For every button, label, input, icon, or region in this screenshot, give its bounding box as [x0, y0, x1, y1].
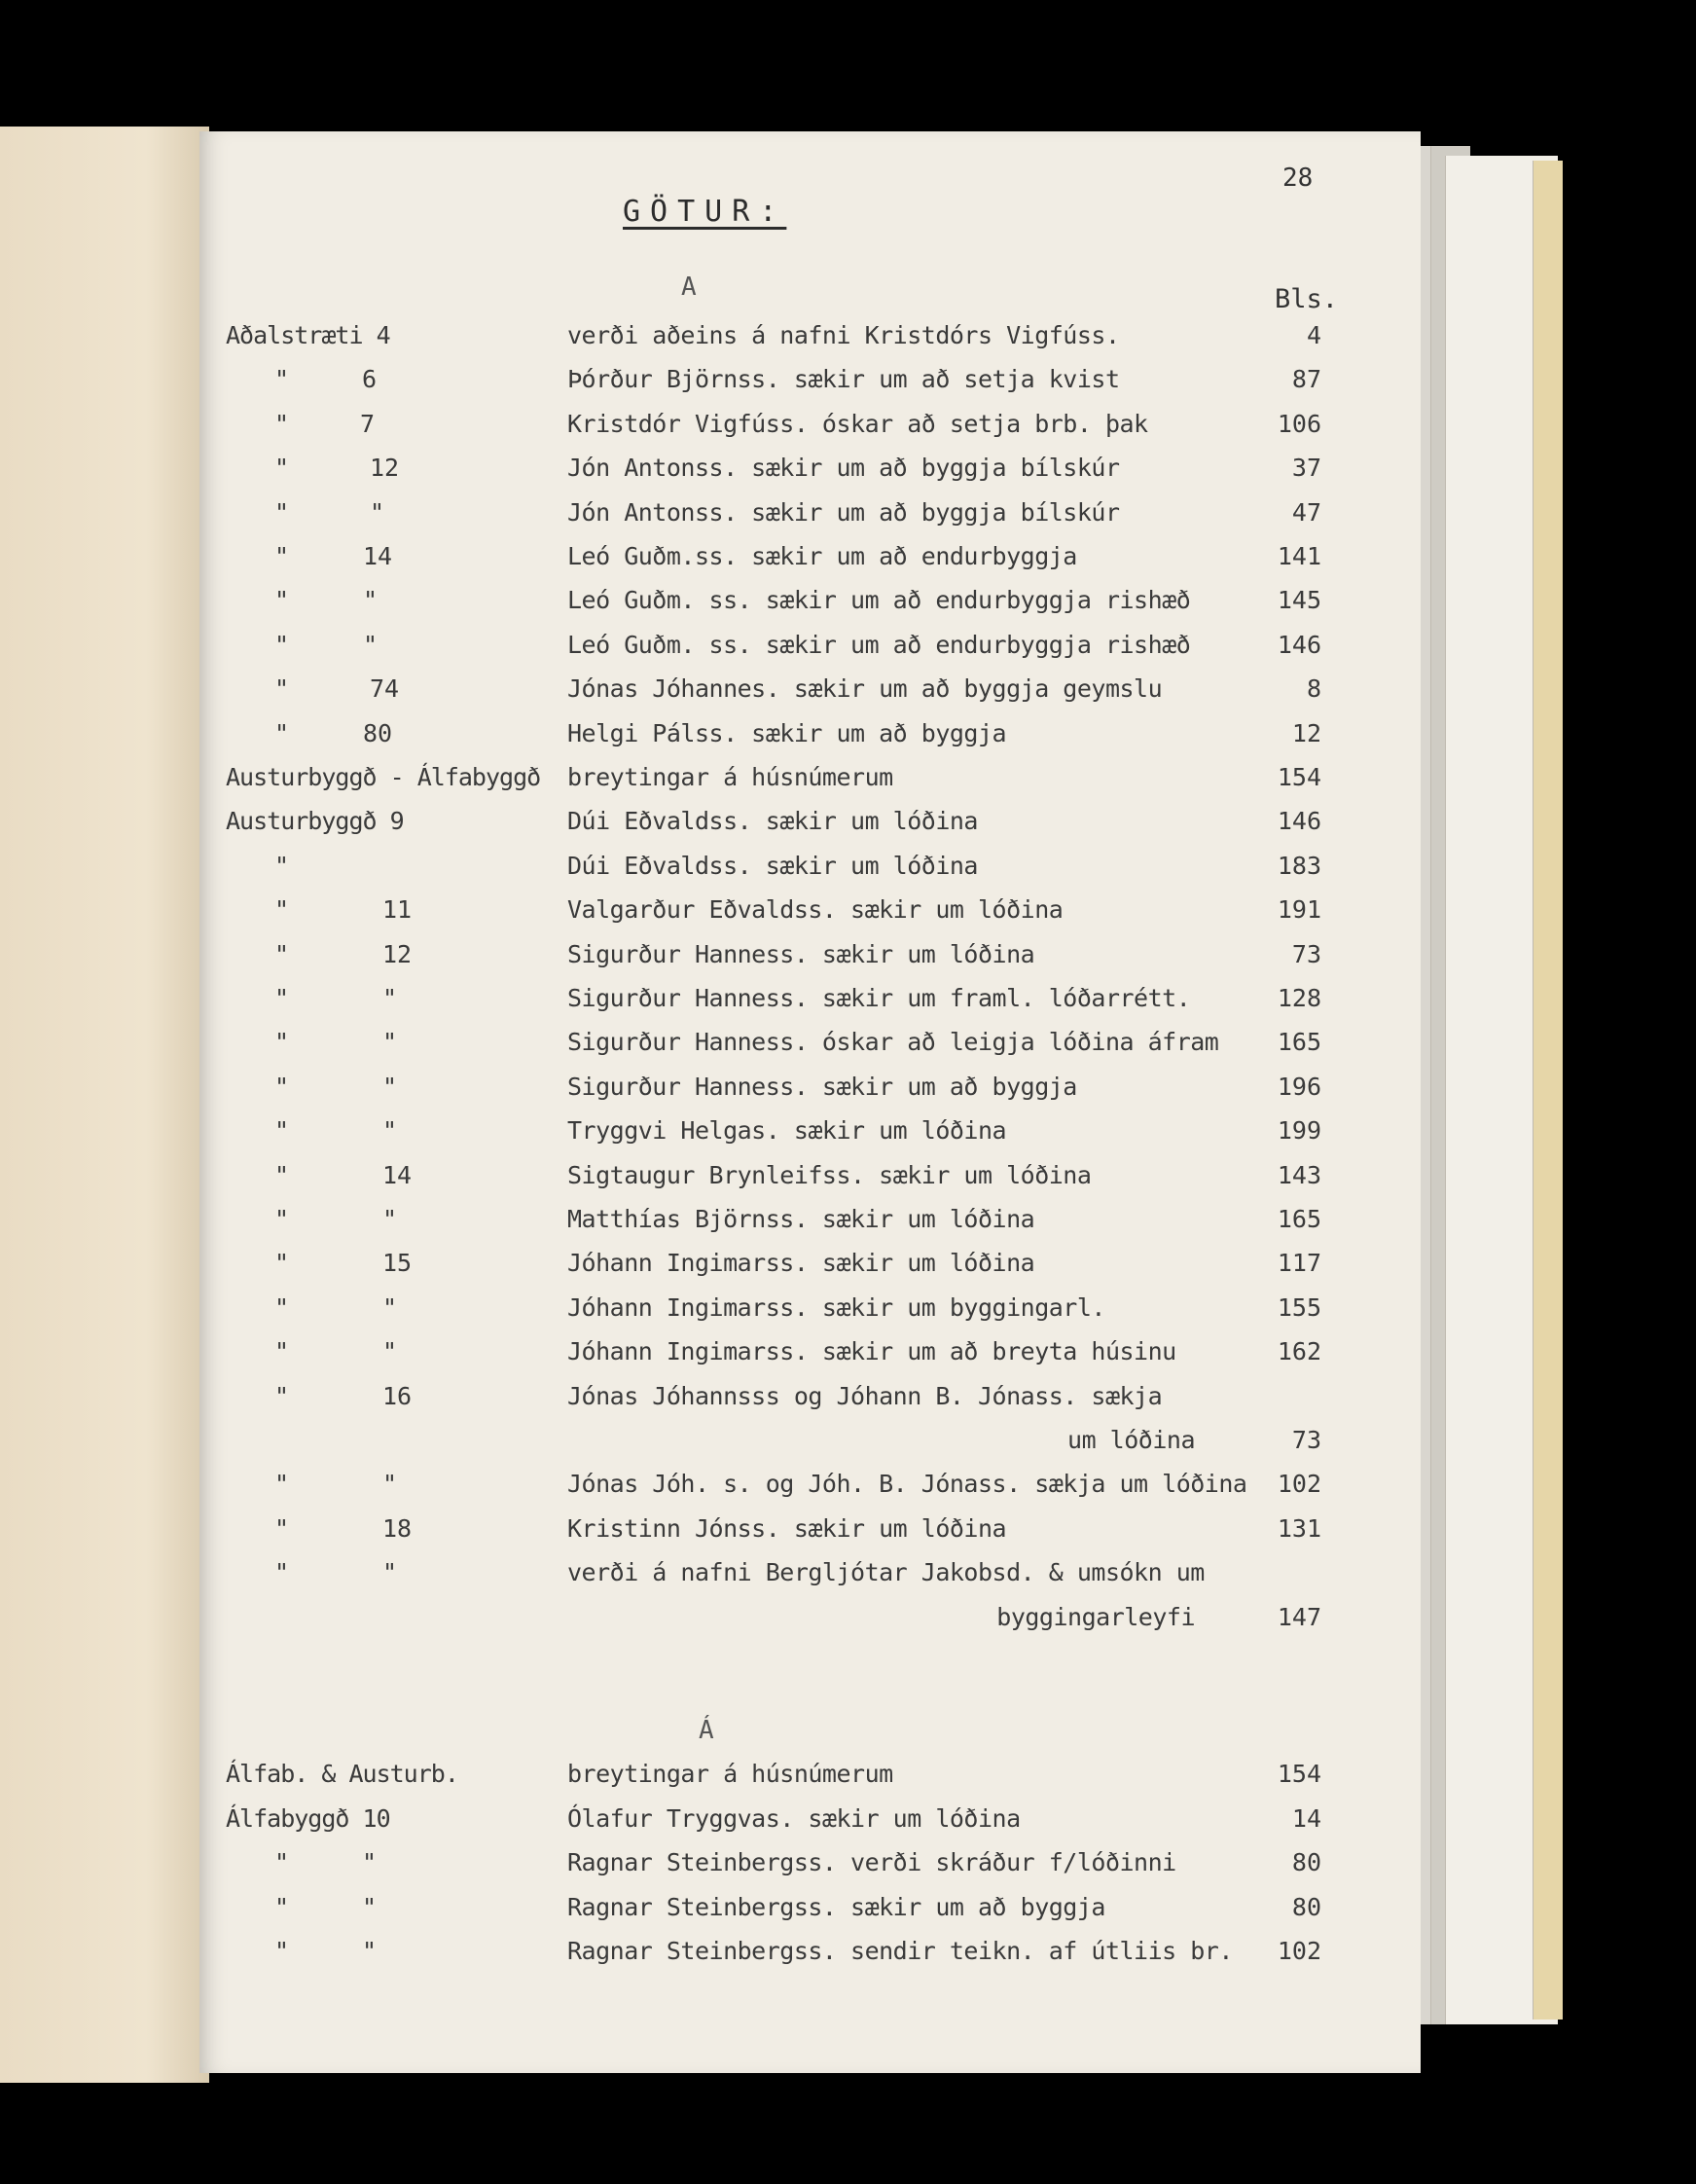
street-name: "	[274, 454, 289, 483]
page-reference: 141	[1277, 542, 1321, 570]
page-reference: 102	[1277, 1937, 1321, 1965]
page-reference: 73	[1291, 1426, 1321, 1454]
house-number: 18	[382, 1513, 413, 1543]
page-title: GÖTUR:	[623, 195, 787, 229]
street-name: "	[274, 1028, 289, 1057]
index-row	[0, 1760, 1696, 1802]
street-name: "	[274, 586, 289, 615]
entry-description: um lóðina	[1067, 1426, 1195, 1454]
entry-description: Jón Antonss. sækir um að byggja bílskúr	[567, 454, 1120, 483]
page-reference: 165	[1277, 1205, 1321, 1233]
page-reference: 117	[1277, 1249, 1321, 1278]
entry-description: Ragnar Steinbergss. sendir teikn. af útliis br.	[567, 1937, 1233, 1965]
entry-description: Kristinn Jónss. sækir um lóðina	[567, 1513, 1007, 1543]
street-name: "	[274, 630, 289, 659]
street-name: Aðalstræti 4	[226, 321, 390, 349]
page-reference: 8	[1306, 674, 1321, 704]
house-number: "	[362, 1848, 378, 1876]
entry-description: breytingar á húsnúmerum	[567, 763, 893, 791]
entry-description: Helgi Pálss. sækir um að byggja	[567, 718, 1007, 747]
street-name: "	[274, 1558, 289, 1587]
street-name: "	[274, 542, 289, 570]
index-row	[0, 1470, 1696, 1512]
index-row	[0, 1937, 1696, 1980]
page-reference: 165	[1277, 1028, 1321, 1057]
page-reference: 183	[1277, 851, 1321, 880]
street-name: "	[274, 1470, 289, 1499]
page-reference: 155	[1277, 1292, 1321, 1322]
house-number: 12	[382, 939, 413, 968]
street-name: Álfabyggð 10	[226, 1803, 390, 1833]
index-row	[0, 940, 1696, 983]
entry-description: Þórður Björnss. sækir um að setja kvist	[567, 365, 1120, 394]
house-number: "	[363, 630, 379, 659]
page-number: 28	[1282, 164, 1314, 193]
index-row	[0, 410, 1696, 453]
house-number: 14	[382, 1160, 413, 1189]
page-reference: 4	[1306, 321, 1321, 349]
street-name: Álfab. & Austurb.	[226, 1760, 458, 1788]
street-name: "	[274, 365, 289, 394]
entry-description: verði á nafni Bergljótar Jakobsd. & umsókn um	[567, 1558, 1205, 1587]
index-row	[0, 807, 1696, 850]
page-reference: 37	[1291, 454, 1321, 483]
house-number: "	[382, 1470, 398, 1499]
entry-description: Ragnar Steinbergss. sækir um að byggja	[567, 1892, 1105, 1921]
entry-description: Tryggvi Helgas. sækir um lóðina	[567, 1116, 1007, 1146]
index-row	[0, 763, 1696, 806]
index-row	[0, 321, 1696, 364]
index-row	[0, 1426, 1696, 1469]
house-number: "	[382, 1072, 398, 1101]
page-reference: 196	[1277, 1072, 1321, 1101]
page-reference: 106	[1277, 409, 1321, 438]
street-name: "	[274, 939, 289, 968]
index-row	[0, 454, 1696, 496]
entry-description: Ólafur Tryggvas. sækir um lóðina	[567, 1803, 1021, 1833]
street-name: "	[274, 1205, 289, 1233]
index-row	[0, 1028, 1696, 1071]
index-row	[0, 895, 1696, 938]
index-row	[0, 1848, 1696, 1891]
entry-description: Sigurður Hanness. sækir um framl. lóðarrétt.	[567, 984, 1191, 1012]
house-number: 15	[382, 1249, 413, 1278]
entry-description: Jón Antonss. sækir um að byggja bílskúr	[567, 497, 1120, 527]
page-reference: 145	[1277, 586, 1321, 615]
entry-description: Jóhann Ingimarss. sækir um byggingarl.	[567, 1292, 1105, 1322]
house-number: 80	[363, 718, 393, 747]
index-row	[0, 365, 1696, 408]
page-reference: 191	[1277, 895, 1321, 925]
page-reference: 128	[1277, 984, 1321, 1012]
index-row	[0, 1249, 1696, 1292]
page-reference: 146	[1277, 807, 1321, 836]
page-reference: 87	[1291, 365, 1321, 394]
house-number: 12	[370, 454, 400, 483]
entry-description: verði aðeins á nafni Kristdórs Vigfúss.	[567, 321, 1120, 349]
index-row	[0, 1205, 1696, 1248]
house-number: 6	[362, 365, 378, 394]
street-name: "	[274, 1937, 289, 1965]
page-reference: 154	[1277, 763, 1321, 791]
street-name: "	[274, 718, 289, 747]
street-name: "	[274, 497, 289, 527]
column-header-bls: Bls.	[1275, 284, 1339, 314]
street-name: "	[274, 1892, 289, 1921]
street-name: Austurbyggð 9	[226, 807, 404, 836]
index-row	[0, 1293, 1696, 1336]
index-row	[0, 542, 1696, 585]
street-name: "	[274, 674, 289, 704]
house-number: "	[382, 1116, 398, 1146]
street-name: "	[274, 1116, 289, 1146]
section-letter: A	[681, 273, 697, 302]
street-name: "	[274, 1381, 289, 1410]
house-number: "	[382, 1028, 398, 1057]
index-row	[0, 1893, 1696, 1936]
house-number: "	[382, 1205, 398, 1233]
index-row	[0, 498, 1696, 541]
page-reference: 14	[1291, 1803, 1321, 1833]
entry-description: Valgarður Eðvaldss. sækir um lóðina	[567, 895, 1064, 925]
page-reference: 199	[1277, 1116, 1321, 1146]
entry-description: Dúi Eðvaldss. sækir um lóðina	[567, 807, 978, 836]
entry-description: Jónas Jóh. s. og Jóh. B. Jónass. sækja um lóðina	[567, 1470, 1247, 1499]
page-reference: 147	[1277, 1602, 1321, 1631]
house-number: "	[370, 497, 385, 527]
entry-description: Leó Guðm.ss. sækir um að endurbyggja	[567, 542, 1077, 570]
house-number: "	[382, 1558, 398, 1587]
entry-description: byggingarleyfi	[996, 1602, 1195, 1631]
entry-description: Sigtaugur Brynleifss. sækir um lóðina	[567, 1160, 1092, 1189]
index-row	[0, 1804, 1696, 1847]
entry-description: Jóhann Ingimarss. sækir um að breyta húsinu	[567, 1337, 1176, 1366]
house-number: "	[363, 586, 379, 615]
entry-description: Sigurður Hanness. sækir um að byggja	[567, 1072, 1077, 1101]
house-number: 14	[363, 542, 393, 570]
page-reference: 80	[1291, 1892, 1321, 1921]
street-name: Austurbyggð - Álfabyggð	[226, 763, 541, 791]
index-row	[0, 1558, 1696, 1601]
page-reference: 47	[1291, 497, 1321, 527]
house-number: "	[362, 1937, 378, 1965]
index-row	[0, 1514, 1696, 1557]
page-reference: 154	[1277, 1760, 1321, 1788]
entry-description: Ragnar Steinbergss. verði skráður f/lóðinni	[567, 1848, 1176, 1876]
section-letter: Á	[699, 1716, 714, 1745]
entry-description: Matthías Björnss. sækir um lóðina	[567, 1205, 1035, 1233]
street-name: "	[274, 1072, 289, 1101]
street-name: "	[274, 1292, 289, 1322]
street-name: "	[274, 895, 289, 925]
street-name: "	[274, 1337, 289, 1366]
house-number: "	[382, 1337, 398, 1366]
entry-description: Dúi Eðvaldss. sækir um lóðina	[567, 851, 978, 880]
index-row	[0, 984, 1696, 1027]
entry-description: Sigurður Hanness. óskar að leigja lóðina áfram	[567, 1028, 1219, 1057]
index-row	[0, 1382, 1696, 1425]
page-reference: 162	[1277, 1337, 1321, 1366]
street-name: "	[274, 1249, 289, 1278]
page-reference: 102	[1277, 1470, 1321, 1499]
index-row	[0, 1337, 1696, 1380]
entry-description: Kristdór Vigfúss. óskar að setja brb. þak	[567, 409, 1148, 438]
entry-description: Jónas Jóhannsss og Jóhann B. Jónass. sækja	[567, 1381, 1163, 1410]
entry-description: Sigurður Hanness. sækir um lóðina	[567, 939, 1035, 968]
house-number: "	[362, 1892, 378, 1921]
house-number: "	[382, 984, 398, 1012]
index-row	[0, 674, 1696, 717]
house-number: 7	[360, 409, 376, 438]
index-row	[0, 1073, 1696, 1115]
entry-description: Leó Guðm. ss. sækir um að endurbyggja rishæð	[567, 586, 1191, 615]
index-row	[0, 631, 1696, 673]
entry-description: Jónas Jóhannes. sækir um að byggja geymslu	[567, 674, 1163, 704]
street-name: "	[274, 984, 289, 1012]
index-row	[0, 1116, 1696, 1159]
entry-description: Leó Guðm. ss. sækir um að endurbyggja rishæð	[567, 630, 1191, 659]
street-name: "	[274, 409, 289, 438]
page-reference: 12	[1291, 718, 1321, 747]
street-name: "	[274, 851, 289, 880]
entry-description: breytingar á húsnúmerum	[567, 1760, 893, 1788]
index-row	[0, 719, 1696, 762]
house-number: "	[382, 1292, 398, 1322]
house-number: 74	[370, 674, 400, 704]
page-reference: 73	[1291, 939, 1321, 968]
index-row	[0, 852, 1696, 894]
house-number: 11	[382, 895, 413, 925]
street-name: "	[274, 1848, 289, 1876]
index-row	[0, 586, 1696, 629]
page-reference: 146	[1277, 630, 1321, 659]
street-name: "	[274, 1160, 289, 1189]
house-number: 16	[382, 1381, 413, 1410]
entry-description: Jóhann Ingimarss. sækir um lóðina	[567, 1249, 1035, 1278]
street-name: "	[274, 1513, 289, 1543]
page-reference: 131	[1277, 1513, 1321, 1543]
page-reference: 80	[1291, 1848, 1321, 1876]
index-row	[0, 1603, 1696, 1646]
index-row	[0, 1161, 1696, 1204]
page-reference: 143	[1277, 1160, 1321, 1189]
